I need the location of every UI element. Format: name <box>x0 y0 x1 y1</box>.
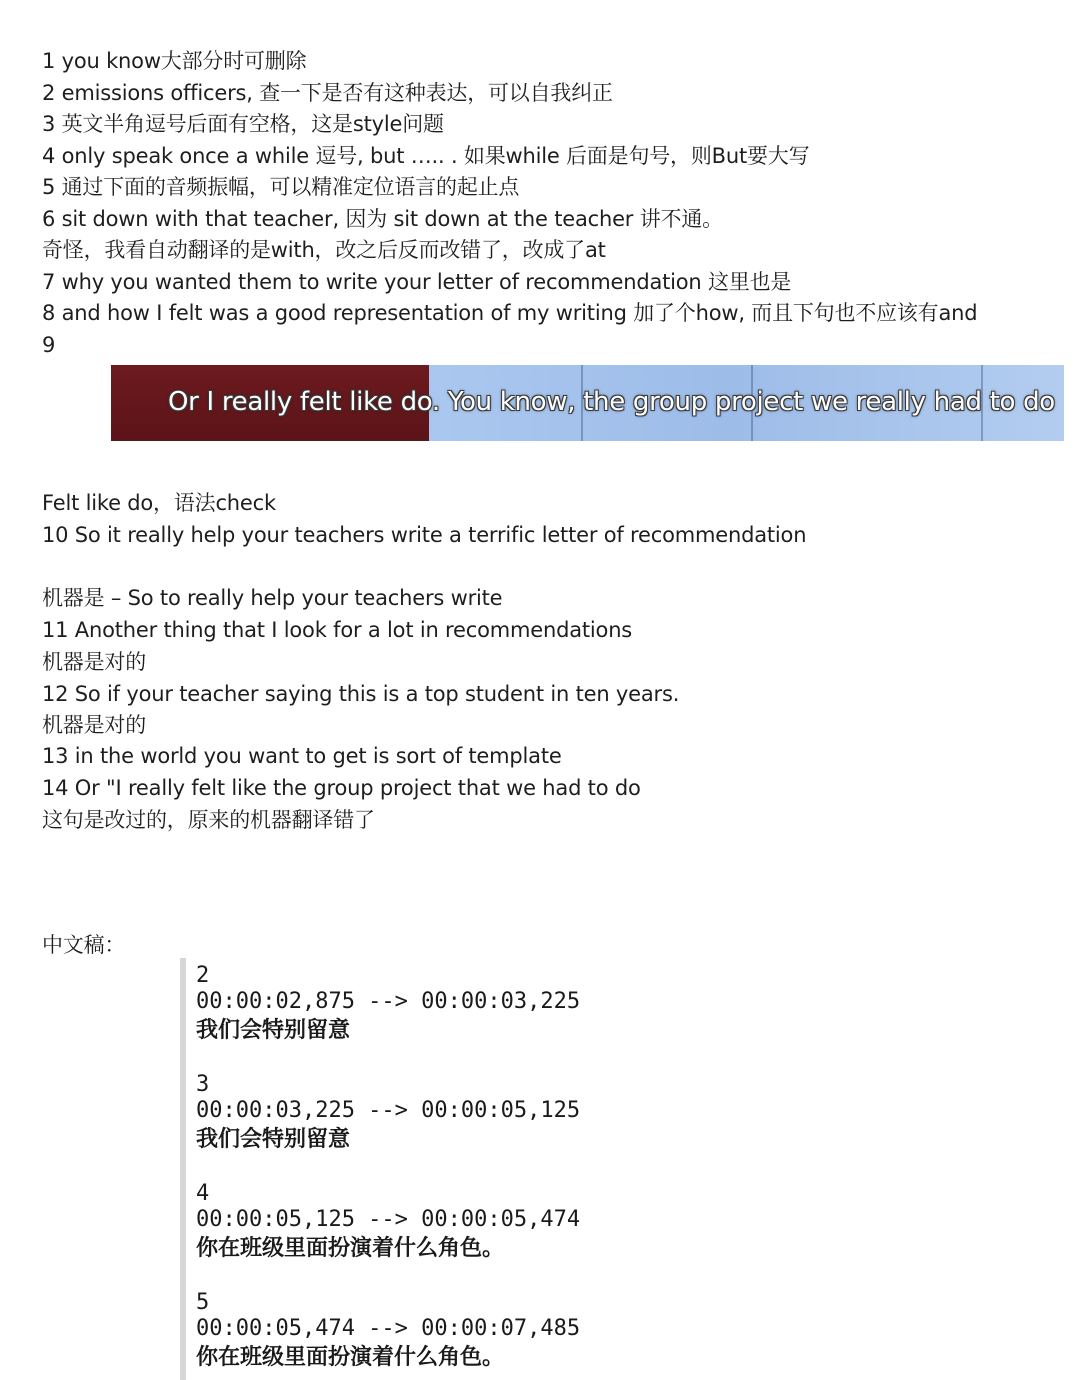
srt-timecode: 00:00:05,125 --> 00:00:05,474 <box>196 1207 581 1232</box>
note-machine-correct: 机器是对的 <box>42 713 146 737</box>
note-line-1: 1 you know大部分时可删除 <box>42 49 307 73</box>
note-line-9: 9 <box>42 333 56 357</box>
note-line-6: 6 sit down with that teacher, 因为 sit down at the teacher 讲不通。 <box>42 207 723 231</box>
video-frame-screenshot <box>111 365 1064 441</box>
srt-text: 你在班级里面扮演着什么角色。 <box>196 1345 505 1370</box>
note-line-5: 5 通过下面的音频振幅，可以精准定位语言的起止点 <box>42 175 520 199</box>
note-line-10: 10 So it really help your teachers write a terrific letter of recommendation <box>42 523 807 547</box>
note-line-12: 12 So if your teacher saying this is a top student in ten years. <box>42 682 680 706</box>
note-revised-comment: 这句是改过的，原来的机器翻译错了 <box>42 808 375 832</box>
srt-index: 3 <box>196 1072 210 1097</box>
srt-index: 4 <box>196 1181 210 1206</box>
video-subtitle: Or I really felt like do. You know, the group project we really had to do <box>168 387 1055 417</box>
srt-index: 2 <box>196 963 210 988</box>
srt-timecode: 00:00:02,875 --> 00:00:03,225 <box>196 989 581 1014</box>
note-line-2: 2 emissions officers, 查一下是否有这种表达，可以自我纠正 <box>42 81 613 105</box>
note-line-3: 3 英文半角逗号后面有空格，这是style问题 <box>42 112 444 136</box>
note-line-8: 8 and how I felt was a good representation of my writing 加了个how, 而且下句也不应该有and <box>42 301 978 325</box>
note-line-6-comment: 奇怪，我看自动翻译的是with，改之后反而改错了，改成了at <box>42 238 606 262</box>
note-line-14: 14 Or "I really felt like the group project that we had to do <box>42 776 641 800</box>
srt-timecode: 00:00:03,225 --> 00:00:05,125 <box>196 1098 581 1123</box>
srt-excerpt-panel <box>180 958 1080 1380</box>
note-line-4: 4 only speak once a while 逗号, but ….. . 如果while 后面是句号，则But要大写 <box>42 144 810 168</box>
note-machine-version: 机器是 – So to really help your teachers write <box>42 586 503 610</box>
srt-text: 我们会特别留意 <box>196 1018 351 1043</box>
srt-timecode: 00:00:05,474 --> 00:00:07,485 <box>196 1316 581 1341</box>
srt-text: 你在班级里面扮演着什么角色。 <box>196 1236 505 1261</box>
chinese-script-label: 中文稿： <box>42 933 126 957</box>
note-line-11: 11 Another thing that I look for a lot in recommendations <box>42 618 633 642</box>
note-line-7: 7 why you wanted them to write your letter of recommendation 这里也是 <box>42 270 792 294</box>
note-machine-correct: 机器是对的 <box>42 650 146 674</box>
note-line-13: 13 in the world you want to get is sort of template <box>42 744 562 768</box>
note-felt-like-do: Felt like do，语法check <box>42 491 276 515</box>
srt-text: 我们会特别留意 <box>196 1127 351 1152</box>
srt-index: 5 <box>196 1290 210 1315</box>
